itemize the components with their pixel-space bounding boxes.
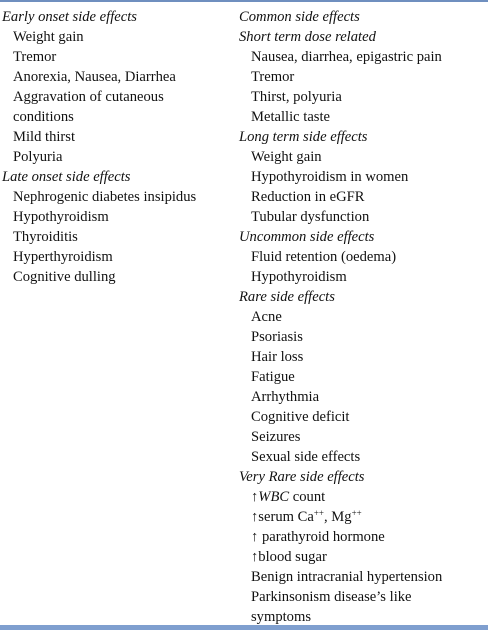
list-item: Psoriasis [251, 329, 303, 345]
serum-ca-text: ↑serum Ca [251, 509, 314, 525]
list-item: Tremor [251, 69, 295, 85]
section-heading: Early onset side effects [2, 9, 137, 25]
list-item: Parkinsonism disease’s like symptoms [251, 589, 412, 625]
right-column [239, 7, 488, 627]
list-item: Anorexia, Nausea, Diarrhea [13, 69, 176, 85]
list-item: Hypothyroidism in women [251, 169, 409, 185]
section-heading: Rare side effects [239, 289, 335, 305]
item-list [2, 27, 230, 167]
list-item: Metallic taste [251, 109, 331, 125]
table-top-rule [0, 0, 488, 2]
list-item: ↑ parathyroid hormone [251, 529, 385, 545]
list-item: Cognitive dulling [13, 269, 116, 285]
item-list [239, 247, 488, 287]
list-item: Aggravation of cutaneous conditions [13, 89, 164, 125]
section-rare [239, 287, 488, 467]
list-item: Nausea, diarrhea, epigastric pain [251, 49, 442, 65]
list-item: Weight gain [13, 29, 84, 45]
list-item: Mild thirst [13, 129, 76, 145]
list-item: Hair loss [251, 349, 304, 365]
list-item-wbc [239, 487, 488, 507]
list-item: Tubular dysfunction [251, 209, 370, 225]
section-heading: Short term dose related [239, 29, 376, 45]
section-late-onset [2, 167, 230, 287]
section-very-rare [239, 467, 488, 627]
item-list [2, 187, 230, 287]
list-item: Acne [251, 309, 282, 325]
list-item: Weight gain [251, 149, 322, 165]
item-list [239, 307, 488, 467]
list-item: Seizures [251, 429, 301, 445]
section-heading: Late onset side effects [2, 169, 131, 185]
list-item: Thirst, polyuria [251, 89, 342, 105]
list-item: Thyroiditis [13, 229, 78, 245]
list-item: Sexual side effects [251, 449, 361, 465]
list-item: Hyperthyroidism [13, 249, 113, 265]
section-heading: Long term side effects [239, 129, 368, 145]
list-item: ↑blood sugar [251, 549, 327, 565]
list-item: Hypothyroidism [251, 269, 347, 285]
list-item: Reduction in eGFR [251, 189, 365, 205]
item-list [239, 47, 488, 127]
list-item: Fluid retention (oedema) [251, 249, 397, 265]
list-item: Tremor [13, 49, 57, 65]
table-bottom-rule [0, 625, 488, 630]
item-list [239, 147, 488, 227]
list-item: Arrhythmia [251, 389, 320, 405]
section-short-term [239, 27, 488, 127]
section-uncommon [239, 227, 488, 287]
serum-mg-text: , Mg [323, 509, 352, 525]
list-item: Polyuria [13, 149, 63, 165]
list-item: Cognitive deficit [251, 409, 350, 425]
superscript: ++ [313, 508, 324, 518]
item-list [239, 487, 488, 627]
list-item: Hypothyroidism [13, 209, 109, 225]
section-long-term [239, 127, 488, 227]
list-item-serum [239, 507, 488, 527]
section-heading: Uncommon side effects [239, 229, 375, 245]
up-arrow-icon: ↑ [251, 489, 259, 505]
superscript: ++ [351, 508, 362, 518]
left-column [2, 7, 230, 287]
list-item: Fatigue [251, 369, 295, 385]
wbc-abbr: WBC [258, 489, 290, 505]
wbc-rest: count [289, 489, 326, 505]
list-item: Benign intracranial hypertension [251, 569, 443, 585]
list-item: Nephrogenic diabetes insipidus [13, 189, 197, 205]
section-early-onset [2, 7, 230, 167]
column-title: Common side effects [239, 9, 360, 25]
section-heading: Very Rare side effects [239, 469, 365, 485]
